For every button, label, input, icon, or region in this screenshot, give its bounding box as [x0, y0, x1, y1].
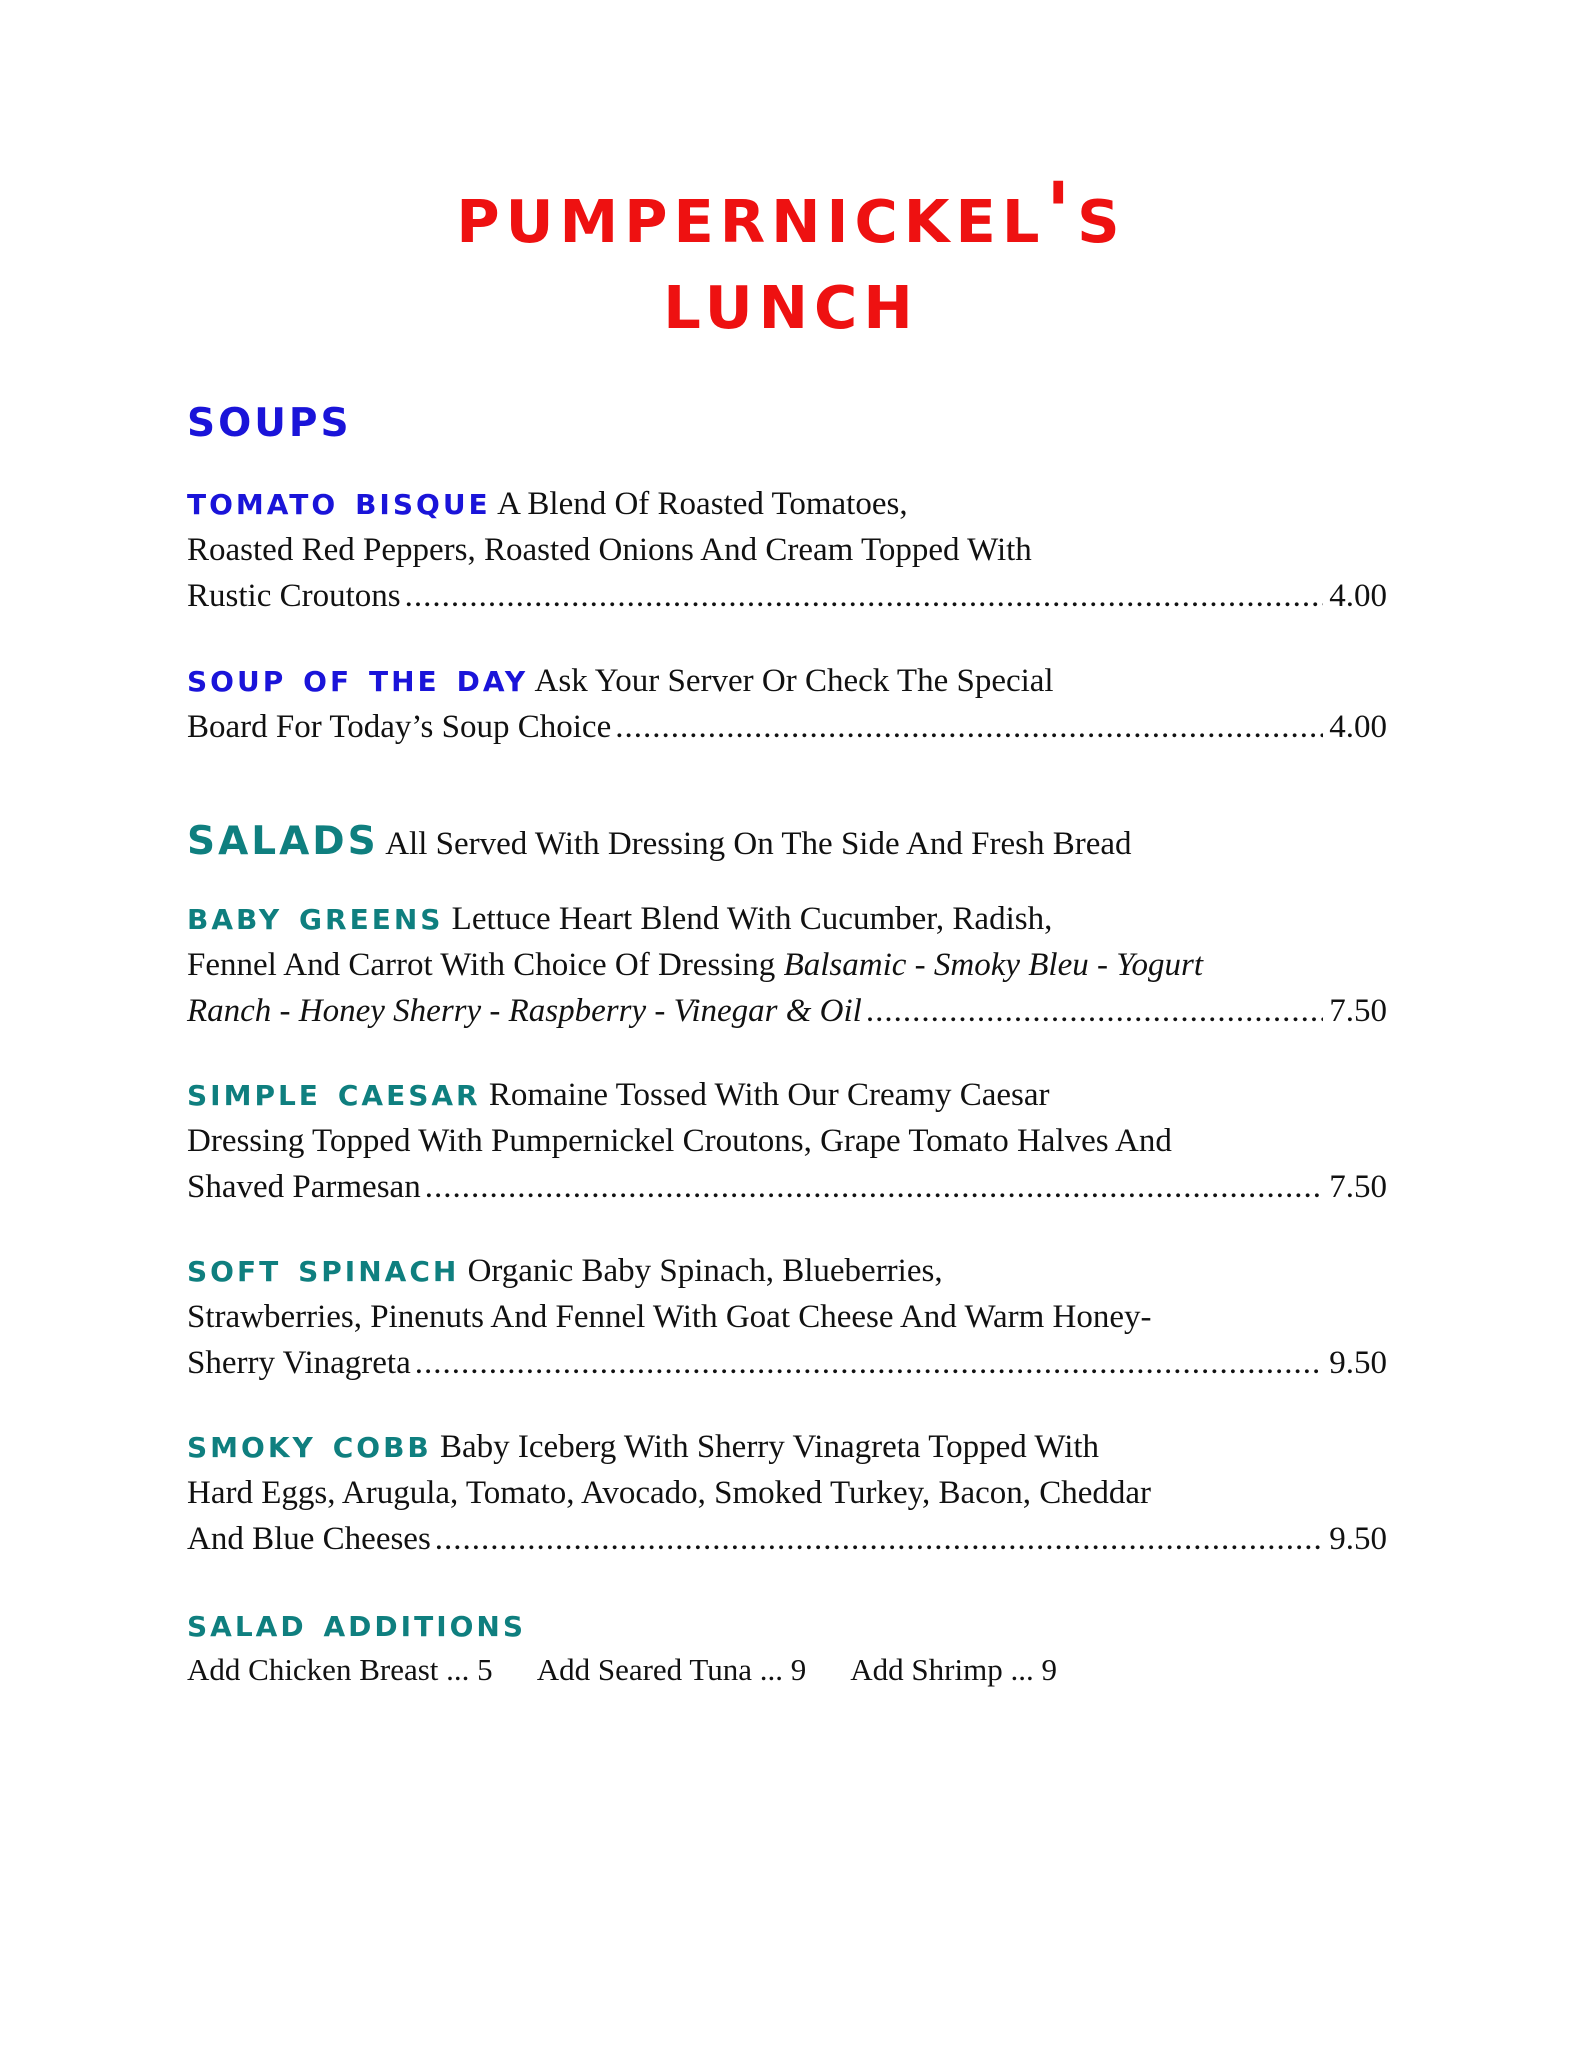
item-desc: Organic Baby Spinach, Blueberries, — [467, 1253, 943, 1289]
addition-item: Add Seared Tuna ... 9 — [536, 1652, 807, 1687]
dot-leader — [615, 704, 1323, 750]
item-name: soft spinach — [187, 1245, 460, 1291]
menu-title-line2: lunch — [663, 250, 919, 348]
item-price: 9.50 — [1329, 1345, 1387, 1381]
dot-leader — [866, 988, 1323, 1034]
dressing-options: Ranch - Honey Sherry - Raspberry - Vinegar & Oil — [187, 993, 862, 1029]
item-desc: Board For Today’s Soup Choice — [187, 709, 612, 745]
item-name: tomato bisque — [187, 478, 491, 524]
menu-item-simple-caesar — [187, 1069, 1387, 1210]
item-desc: And Blue Cheeses — [187, 1521, 431, 1557]
item-desc: Lettuce Heart Blend With Cucumber, Radish, — [451, 901, 1053, 937]
menu-title-line1: pumpernickel's — [456, 164, 1126, 262]
menu-item-tomato-bisque — [187, 478, 1387, 619]
soups-heading: soups — [187, 385, 352, 450]
item-desc: Shaved Parmesan — [187, 1169, 421, 1205]
dot-leader — [415, 1340, 1324, 1386]
item-price: 4.00 — [1329, 578, 1387, 614]
addition-item: Add Shrimp ... 9 — [850, 1652, 1057, 1687]
salad-additions-section — [187, 1598, 1387, 1692]
dot-leader — [435, 1516, 1323, 1562]
dot-leader — [425, 1164, 1324, 1210]
addition-item: Add Chicken Breast ... 5 — [187, 1652, 493, 1687]
menu-item-soup-of-the-day — [187, 655, 1387, 750]
soups-section-header — [187, 385, 1387, 450]
item-name: soup of the day — [187, 655, 529, 701]
dressing-options: Balsamic - Smoky Bleu - Yogurt — [783, 947, 1204, 983]
menu-item-baby-greens — [187, 893, 1387, 1034]
item-price: 4.00 — [1329, 709, 1387, 745]
item-desc: Rustic Croutons — [187, 578, 401, 614]
item-desc: Hard Eggs, Arugula, Tomato, Avocado, Smoked Turkey, Bacon, Cheddar — [187, 1475, 1152, 1511]
item-desc: Romaine Tossed With Our Creamy Caesar — [488, 1077, 1050, 1113]
item-price: 7.50 — [1329, 1169, 1387, 1205]
item-desc: Dressing Topped With Pumpernickel Croutons, Grape Tomato Halves And — [187, 1123, 1172, 1159]
salads-section-header — [187, 803, 1387, 868]
item-name: simple caesar — [187, 1069, 481, 1115]
item-desc: Roasted Red Peppers, Roasted Onions And Cream Topped With — [187, 532, 1032, 568]
salad-additions-list — [187, 1648, 1387, 1692]
dot-leader — [405, 573, 1324, 619]
menu-item-smoky-cobb — [187, 1421, 1387, 1562]
menu-title — [0, 164, 1582, 348]
item-price: 9.50 — [1329, 1521, 1387, 1557]
item-name: baby greens — [187, 893, 444, 939]
item-desc: Fennel And Carrot With Choice Of Dressing — [187, 947, 776, 983]
salad-additions-heading: salad additions — [187, 1600, 527, 1646]
item-desc: Sherry Vinagreta — [187, 1345, 411, 1381]
item-name: smoky cobb — [187, 1421, 432, 1467]
item-desc: Strawberries, Pinenuts And Fennel With Goat Cheese And Warm Honey- — [187, 1299, 1152, 1335]
item-price: 7.50 — [1329, 993, 1387, 1029]
salads-subheading: All Served With Dressing On The Side And Fresh Bread — [385, 826, 1132, 862]
salads-heading: salads — [187, 803, 379, 868]
item-desc: Baby Iceberg With Sherry Vinagreta Topped With — [440, 1429, 1100, 1465]
item-desc: A Blend Of Roasted Tomatoes, — [497, 486, 908, 522]
menu-item-soft-spinach — [187, 1245, 1387, 1386]
item-desc: Ask Your Server Or Check The Special — [534, 663, 1054, 699]
